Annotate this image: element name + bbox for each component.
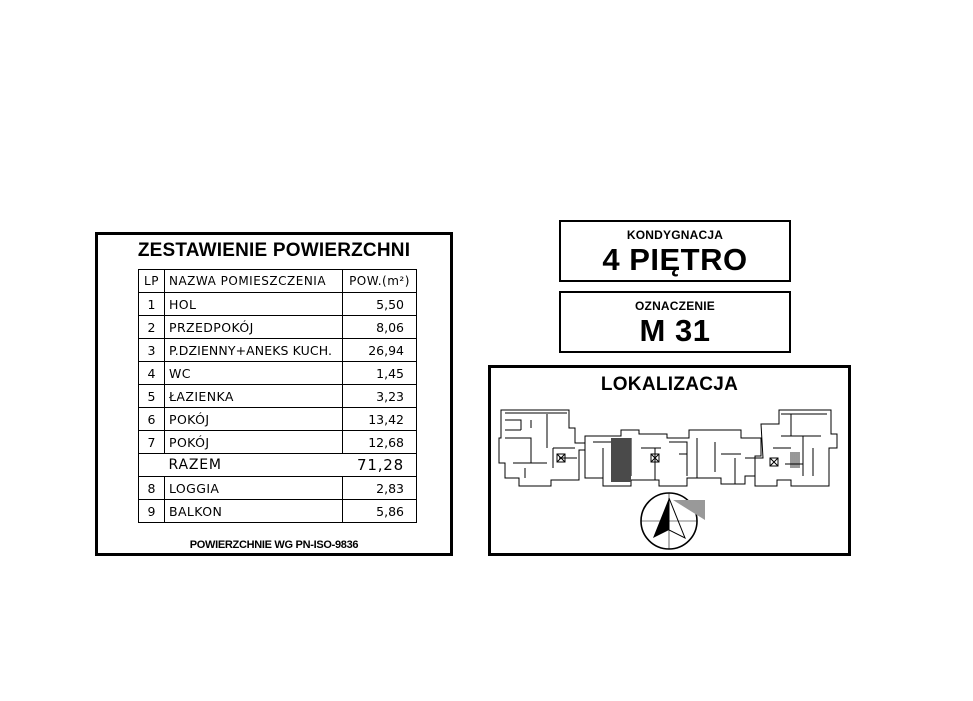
designation-label: OZNACZENIE (635, 299, 715, 313)
table-row (139, 431, 417, 454)
total-spacer (139, 454, 165, 477)
table-row (139, 293, 417, 316)
table-row (139, 362, 417, 385)
row-lp: 7 (139, 431, 165, 454)
area-summary-panel (95, 232, 453, 556)
row-area: 13,42 (343, 408, 417, 431)
table-row (139, 500, 417, 523)
row-area: 26,94 (343, 339, 417, 362)
header-lp: LP (139, 270, 165, 293)
row-area: 5,50 (343, 293, 417, 316)
row-room-name: POKÓJ (165, 431, 343, 454)
row-lp: 1 (139, 293, 165, 316)
total-label: RAZEM (165, 454, 343, 477)
row-lp: 4 (139, 362, 165, 385)
table-header-row (139, 270, 417, 293)
row-lp: 2 (139, 316, 165, 339)
row-room-name: ŁAZIENKA (165, 385, 343, 408)
area-table (138, 269, 417, 523)
designation-panel (559, 291, 791, 353)
row-area: 2,83 (343, 477, 417, 500)
table-row (139, 316, 417, 339)
row-room-name: PRZEDPOKÓJ (165, 316, 343, 339)
compass-icon (641, 493, 705, 549)
table-row (139, 339, 417, 362)
row-room-name: P.DZIENNY+ANEKS KUCH. (165, 339, 343, 362)
header-room-name: NAZWA POMIESZCZENIA (165, 270, 343, 293)
apartment-highlight (611, 438, 631, 482)
level-value: 4 PIĘTRO (602, 242, 748, 277)
total-row (139, 454, 417, 477)
location-panel (488, 365, 851, 556)
level-label: KONDYGNACJA (626, 228, 724, 242)
location-title: LOKALIZACJA (600, 374, 739, 395)
row-lp: 5 (139, 385, 165, 408)
area-summary-title: ZESTAWIENIE POWIERZCHNI (137, 240, 411, 261)
row-area: 1,45 (343, 362, 417, 385)
row-lp: 3 (139, 339, 165, 362)
row-lp: 8 (139, 477, 165, 500)
row-area: 12,68 (343, 431, 417, 454)
row-area: 3,23 (343, 385, 417, 408)
row-room-name: WC (165, 362, 343, 385)
level-panel (559, 220, 791, 282)
row-room-name: POKÓJ (165, 408, 343, 431)
header-area: POW.(m²) (343, 270, 417, 293)
row-area: 8,06 (343, 316, 417, 339)
table-row (139, 385, 417, 408)
row-room-name: HOL (165, 293, 343, 316)
table-row (139, 408, 417, 431)
row-lp: 9 (139, 500, 165, 523)
table-row (139, 477, 417, 500)
designation-value: M 31 (639, 313, 711, 348)
area-standard-note: POWIERZCHNIE WG PN-ISO-9836 (189, 539, 359, 551)
row-lp: 6 (139, 408, 165, 431)
row-area: 5,86 (343, 500, 417, 523)
row-room-name: LOGGIA (165, 477, 343, 500)
total-area: 71,28 (343, 454, 417, 477)
building-outline-right (755, 410, 837, 486)
key-plan (491, 368, 848, 553)
row-room-name: BALKON (165, 500, 343, 523)
